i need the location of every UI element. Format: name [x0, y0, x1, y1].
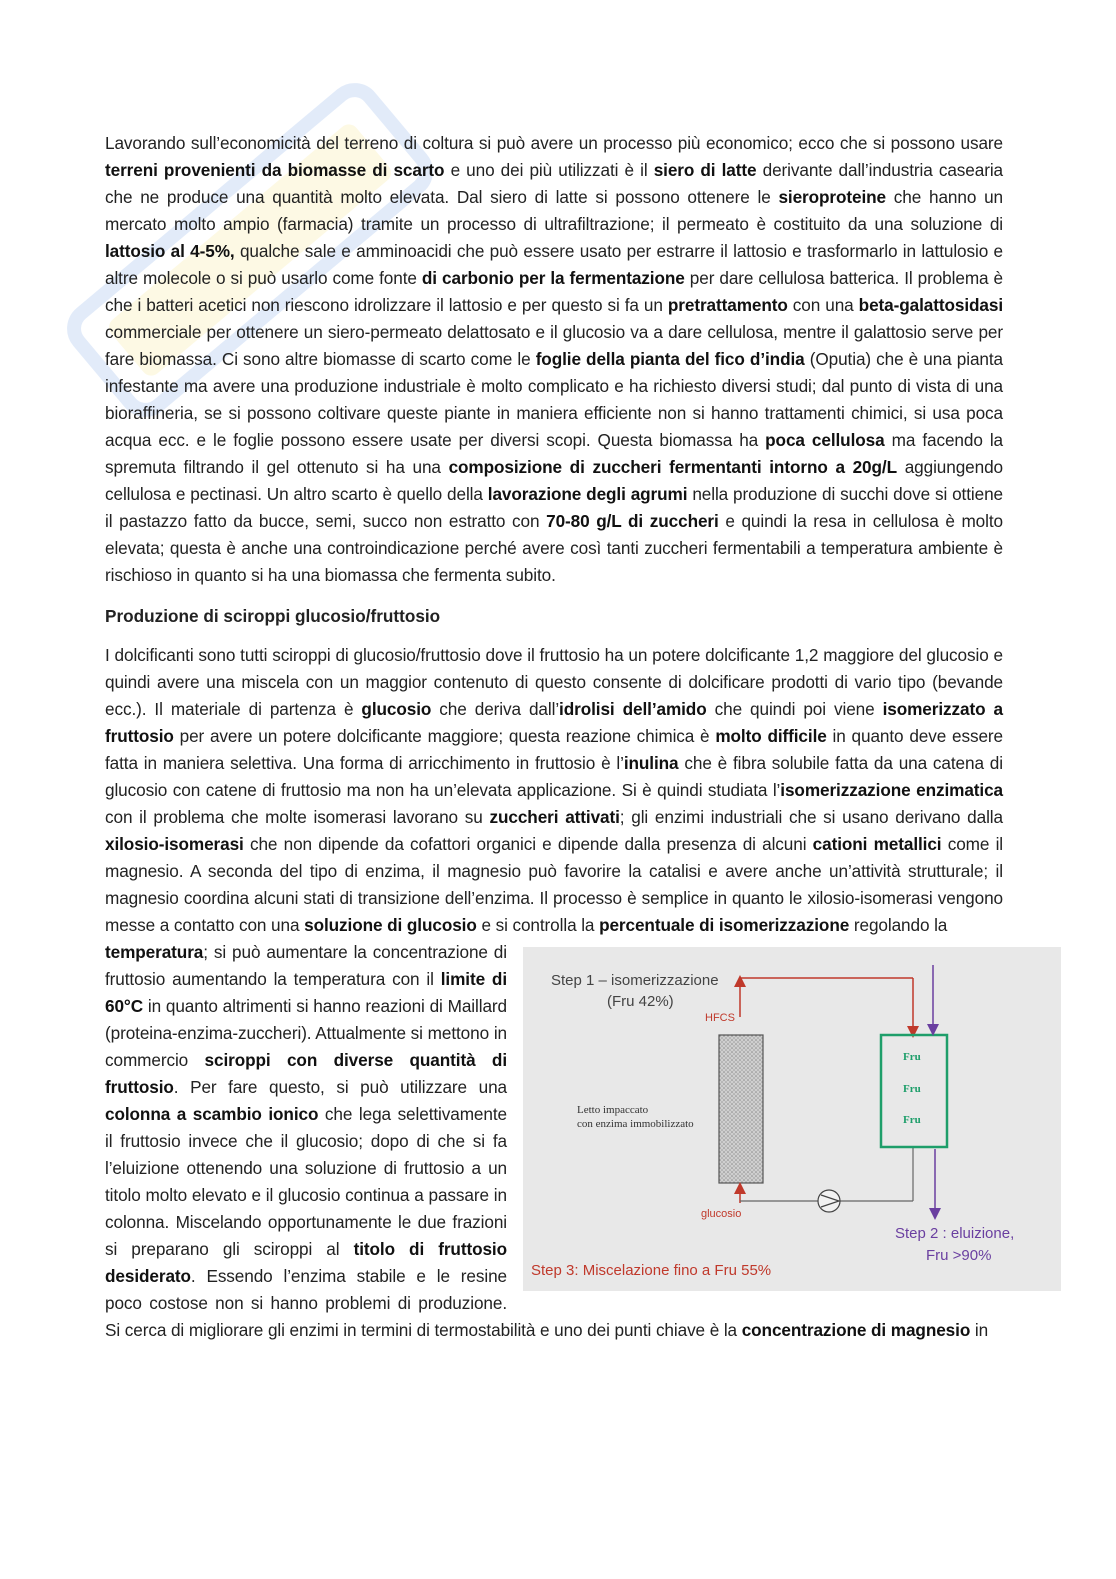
step3-title: Step 3: Miscelazione fino a Fru 55% [531, 1262, 772, 1279]
text-run: in [970, 1320, 989, 1340]
text-run: e si controlla la [476, 915, 600, 935]
text-run: ; si può aumentare la concentrazione di fruttosio aumentando la temperatura con il [105, 942, 507, 989]
text-run: che deriva dall’ [431, 699, 560, 719]
bold-term: molto difficile [715, 726, 827, 746]
text-run: per dare cellulosa batterica. Il problema è che i batteri acetici non riescono idrolizzare il lattosio e per questo si fa un [105, 268, 1003, 315]
step1-fru: (Fru 42%) [607, 993, 674, 1010]
fru-label-2: Fru [903, 1083, 921, 1095]
bold-term: di carbonio per la fermentazione [421, 268, 685, 288]
bold-term: lavorazione degli agrumi [487, 484, 688, 504]
text-run: in quanto deve essere fatta in maniera selettiva. Una forma di arricchimento in fruttosio è l’ [105, 726, 1003, 773]
step2-title: Step 2 : eluizione, [895, 1225, 1015, 1242]
paragraph-whey-biomass [105, 130, 1003, 589]
text-run: nella produzione di succhi dove si ottiene il pastazzo fatto da bucce, semi, succo non estratto con [105, 484, 1003, 531]
bold-term: foglie della pianta del fico d’india [535, 349, 805, 369]
bold-term: sieroproteine [778, 187, 887, 207]
bold-term: xilosio-isomerasi [105, 834, 244, 854]
bold-term: glucosio [361, 699, 432, 719]
bold-term: zuccheri attivati [489, 807, 620, 827]
packed-bed-column [719, 1035, 763, 1183]
bold-term: limite di 60°C [105, 969, 507, 1016]
bold-term: poca cellulosa [765, 430, 885, 450]
text-run: ma facendo la spremuta filtrando il gel ottenuto si ha una [105, 430, 1003, 477]
text-run: e uno dei più utilizzati è il [444, 160, 654, 180]
fru-label-1: Fru [903, 1051, 921, 1063]
bold-term: temperatura [105, 942, 204, 962]
text-run: che hanno un mercato molto ampio (farmacia) tramite un processo di ultrafiltrazione; il permeato è costituito da una soluzione di [105, 187, 1003, 234]
text-run: per avere un potere dolcificante maggiore; questa reazione chimica è [173, 726, 716, 746]
pump-icon [818, 1190, 840, 1212]
bold-term: composizione di zuccheri fermentanti intorno a 20g/L [448, 457, 897, 477]
bold-term: idrolisi dell’amido [559, 699, 707, 719]
bold-term: siero di latte [653, 160, 757, 180]
bold-term: 70-80 g/L di zuccheri [546, 511, 719, 531]
section-heading: Produzione di sciroppi glucosio/fruttosio [105, 606, 441, 626]
text-run: regolando la [849, 915, 948, 935]
bold-term: lattosio al 4-5%, [105, 241, 235, 261]
text-run: come il magnesio. A seconda del tipo di enzima, il magnesio può favorire la catalisi e avere anche un’attività strutturale; il magnesio coordina alcuni stati di transizione dell’enzima. Il processo è semplice in quanto le xilosio-isomerasi vengono messe a contatto con una [105, 834, 1004, 935]
paragraph-sweeteners [105, 642, 1003, 939]
packed-bed-label-1: Letto impaccato [577, 1104, 649, 1116]
step2-fru: Fru >90% [926, 1247, 992, 1264]
document-page [105, 130, 1015, 1344]
glucose-label: glucosio [701, 1208, 742, 1220]
bold-term: isomerizzazione enzimatica [780, 780, 1003, 800]
text-run: I dolcificanti sono tutti sciroppi di glucosio/fruttosio dove il fruttosio ha un potere dolcificante 1,2 maggiore del glucosio e quindi avere una miscela con un maggior contenuto di questo consente di dolcificare prodotti di vario tipo (bevande ecc.). Il materiale di partenza è [105, 645, 1003, 719]
bold-term: cationi metallici [812, 834, 942, 854]
text-run: aggiungendo cellulosa e pectinasi. Un altro scarto è quello della [105, 457, 1004, 504]
bold-term: sciroppi con diverse quantità di fruttosio [105, 1050, 507, 1097]
text-run: che è fibra solubile fatta da una catena di glucosio con catene di fruttosio ma non ha un’elevata applicazione. Si è quindi studiata l’ [105, 753, 1003, 800]
text-run: qualche sale e amminoacidi che può essere usato per estrarre il lattosio e trasformarlo in lattulosio e altre molecole o si può usarlo come fonte [105, 241, 1003, 288]
bold-term: titolo di fruttosio desiderato [105, 1239, 507, 1286]
bold-term: percentuale di isomerizzazione [599, 915, 850, 935]
hfcs-label: HFCS [705, 1012, 735, 1024]
process-diagram-svg [523, 947, 1061, 1291]
isomerization-process-diagram [523, 947, 1061, 1291]
bold-term: concentrazione di magnesio [741, 1320, 971, 1340]
text-run: . Per fare questo, si può utilizzare una [173, 1077, 507, 1097]
text-run: derivante dall’industria casearia che ne produce una quantità molto elevata. Dal siero di latte si possono ottenere le [105, 160, 1003, 207]
packed-bed-label-2: con enzima immobilizzato [577, 1118, 694, 1130]
text-run: che non dipende da cofattori organici e dipende dalla presenza di alcuni [243, 834, 813, 854]
text-run: (Oputia) che è una pianta infestante ma avere una produzione industriale è molto complicato e ha richiesto diversi studi; dal punto di vista di una bioraffineria, se si possono coltivare queste piante in maniera efficiente non si hanno trattamenti chimici, si usa poca acqua ecc. e le foglie possono essere usate per diversi scopi. Questa biomassa ha [105, 349, 1003, 450]
text-run: Lavorando sull’economicità del terreno di coltura si può avere un processo più economico; ecco che si possono usare [105, 133, 1003, 153]
fru-label-3: Fru [903, 1114, 921, 1126]
text-run: che quindi poi viene [706, 699, 883, 719]
bold-term: beta-galattosidasi [858, 295, 1003, 315]
bold-term: colonna a scambio ionico [105, 1104, 319, 1124]
text-run: . Essendo l’enzima stabile e le resine poco costose non si hanno problemi di produzione. Si cerca di migliorare gli enzimi in termini di termostabilità e uno dei punti chiave è la [105, 1266, 742, 1340]
text-run: e quindi la resa in cellulosa è molto elevata; questa è anche una controindicazione perché avere così tanti zuccheri fermentabili a temperatura ambiente è rischioso in quanto si ha una biomassa che fermenta subito. [105, 511, 1003, 585]
bold-term: soluzione di glucosio [304, 915, 477, 935]
bold-term: inulina [623, 753, 679, 773]
step1-title: Step 1 – isomerizzazione [551, 972, 719, 989]
text-run: che lega selettivamente il fruttosio invece che il glucosio; dopo di che si fa l’eluizione ottenendo una soluzione di fruttosio a un titolo molto elevato e il glucosio continua a passare in colonna. Miscelando opportunamente le due frazioni si preparano gli sciroppi al [105, 1104, 507, 1259]
bold-term: isomerizzato a fruttosio [105, 699, 1003, 746]
text-run: ; gli enzimi industriali che si usano derivano dalla [619, 807, 1003, 827]
text-run: commerciale per ottenere un siero-permeato delattosato e il glucosio va a dare cellulosa, mentre il galattosio serve per fare biomassa. Ci sono altre biomasse di scarto come le [105, 322, 1003, 369]
text-run: con il problema che molte isomerasi lavorano su [105, 807, 490, 827]
bold-term: terreni provenienti da biomasse di scarto [105, 160, 445, 180]
text-run: in quanto altrimenti si hanno reazioni di Maillard (proteina-enzima-zuccheri). Attualmente si mettono in commercio [105, 996, 507, 1070]
text-run: con una [787, 295, 859, 315]
bold-term: pretrattamento [667, 295, 788, 315]
